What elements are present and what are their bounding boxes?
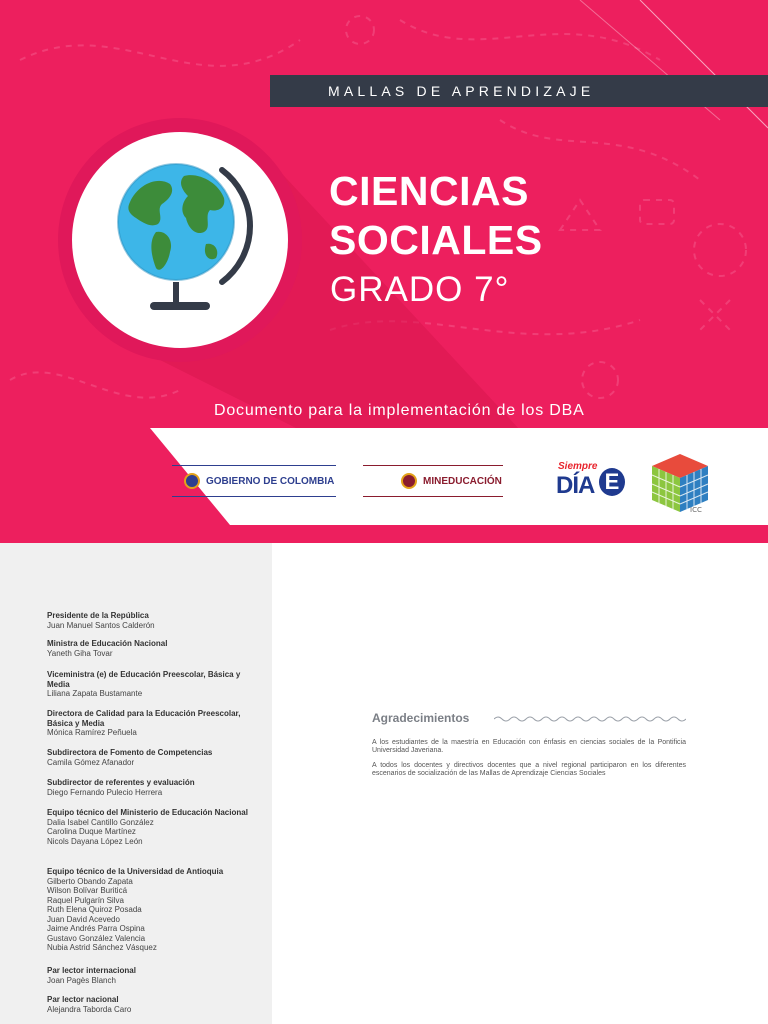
credit-role: Viceministra (e) de Educación Preescolar, Básica y Media [47,670,241,689]
credit-block [47,808,253,846]
mineducacion-logo-text: MINEDUCACIÓN [423,475,502,487]
credit-person: Carolina Duque Martínez [47,827,136,836]
credit-person: Jaime Andrés Parra Ospina [47,924,145,933]
credit-role: Par lector internacional [47,966,136,975]
credit-person: Juan Manuel Santos Calderón [47,620,155,630]
dia-e-letter: E [599,468,625,496]
credit-person: Raquel Pulgarín Silva [47,895,124,905]
mineducacion-logo [363,465,503,497]
credit-person: Ruth Elena Quiroz Posada [47,905,142,914]
cover-title-line-1: CIENCIAS [329,168,529,214]
credit-role: Equipo técnico del Ministerio de Educación Nacional [47,808,248,817]
credit-role: Par lector nacional [47,995,119,1004]
credit-role: Subdirector de referentes y evaluación [47,778,195,787]
cover-title-line-2: SOCIALES [329,217,543,263]
credit-person: Nubia Astrid Sánchez Vásquez [47,943,157,952]
credit-role: Directora de Calidad para la Educación Preescolar, Básica y Media [47,709,241,728]
series-band: MALLAS DE APRENDIZAJE [270,75,768,107]
credit-person: Alejandra Taborda Caro [47,1004,132,1014]
credit-person: Gilberto Obando Zapata [47,876,133,886]
credit-block [47,867,253,953]
gobierno-logo-text: GOBIERNO DE COLOMBIA [206,475,335,487]
credit-block [47,748,253,767]
credit-block [47,670,253,699]
globe-icon [72,132,288,348]
dia-e-logo [554,461,626,501]
credit-block [47,966,253,985]
credit-person: Yaneth Giha Tovar [47,648,113,658]
gobierno-logo [172,465,336,497]
credit-person: Joan Pagès Blanch [47,975,116,985]
coat-of-arms-icon [184,473,200,489]
credits-panel [0,543,272,1024]
credit-block [47,995,253,1014]
credit-person: Mónica Ramírez Peñuela [47,728,137,737]
cube-logo-icon [648,452,712,514]
dia-e-word: DÍA [556,472,595,499]
credit-role: Subdirectora de Fomento de Competencias [47,748,213,757]
acknowledgements-paragraph: A los estudiantes de la maestría en Educación con énfasis en ciencias sociales de la Pontificia Universidad Javeriana. [372,739,686,754]
credit-block [47,611,253,630]
wave-divider [494,715,686,723]
credit-person: Wilson Bolívar Buriticá [47,886,128,895]
credit-role: Equipo técnico de la Universidad de Antioquia [47,867,224,876]
cover-subtitle: Documento para la implementación de los DBA [214,402,585,419]
cover-grade: GRADO 7° [330,270,510,309]
credit-role: Ministra de Educación Nacional [47,639,168,648]
coat-of-arms-icon [401,473,417,489]
credit-person: Dalia Isabel Cantillo González [47,817,154,827]
acknowledgements-title: Agradecimientos [372,711,470,725]
credit-person: Juan David Acevedo [47,914,120,924]
credit-role: Presidente de la República [47,611,149,620]
credit-person: Diego Fernando Pulecio Herrera [47,787,163,797]
credit-person: Nicols Dayana López León [47,836,143,846]
credit-block [47,778,253,797]
cube-logo-mark: ICC [690,506,702,514]
dia-e-top-text: Siempre [558,461,598,472]
credit-person: Gustavo González Valencia [47,933,146,943]
credit-person: Liliana Zapata Bustamante [47,689,143,698]
credit-block [47,639,253,658]
credit-block [47,709,253,738]
acknowledgements-paragraph: A todos los docentes y directivos docentes que a nivel regional participaron en los diferentes escenarios de socialización de las Mallas de Aprendizaje Ciencias Sociales [372,762,686,777]
credit-person: Camila Gómez Afanador [47,757,135,767]
